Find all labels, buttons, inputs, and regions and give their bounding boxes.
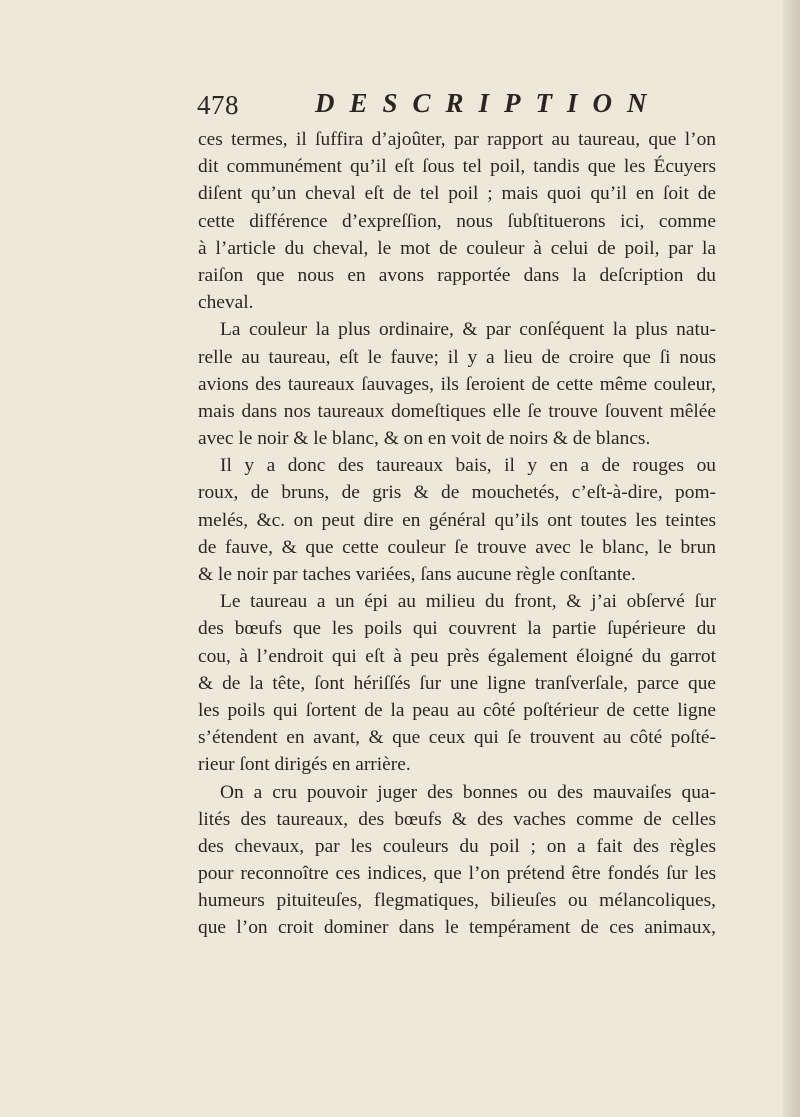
text-line: des bœufs que les poils qui couvrent la partie ſupérieure du	[198, 618, 716, 640]
text-line: ces termes, il ſuffira d’ajoûter, par rapport au taureau, que l’on	[198, 129, 716, 150]
text-line: La couleur la plus ordinaire, & par conſéquent la plus natu-	[220, 319, 716, 341]
text-line: cou, à l’endroit qui eſt à peu près également éloigné du garrot	[198, 645, 716, 667]
text-line: & de la tête, ſont hériſſés ſur une ligne tranſverſale, parce que	[198, 672, 716, 694]
text-line: Le taureau a un épi au milieu du front, & j’ai obſervé ſur	[220, 591, 716, 613]
text-line: roux, de bruns, de gris & de mouchetés, c’eſt-à-dire, pom-	[198, 482, 716, 504]
body-text	[198, 126, 716, 942]
text-line: que l’on croit dominer dans le tempérament de ces animaux,	[198, 917, 716, 939]
text-line: cheval.	[198, 292, 254, 314]
text-line: humeurs pituiteuſes, flegmatiques, bilieuſes ou mélancoliques,	[198, 890, 716, 912]
page-number: 478	[197, 90, 239, 120]
text-line: Il y a donc des taureaux bais, il y en a de rouges ou	[220, 455, 716, 477]
text-line: raiſon que nous en avons rapportée dans la deſcription du	[198, 264, 716, 286]
text-line: diſent qu’un cheval eſt de tel poil ; mais quoi qu’il en ſoit de	[198, 183, 716, 205]
text-line: avions des taureaux ſauvages, ils ſeroient de cette même couleur,	[198, 373, 716, 395]
text-line: rieur ſont dirigés en arrière.	[198, 754, 411, 776]
text-line: s’étendent en avant, & que ceux qui ſe trouvent au côté poſté-	[198, 727, 716, 749]
running-head	[197, 84, 717, 124]
text-line: relle au taureau, eſt le fauve; il y a lieu de croire que ſi nous	[198, 346, 716, 368]
text-line: cette différence d’expreſſion, nous ſubſtituerons ici, comme	[198, 210, 716, 232]
text-line: de fauve, & que cette couleur ſe trouve avec le blanc, le brun	[198, 536, 716, 558]
text-line: des chevaux, par les couleurs du poil ; on a fait des règles	[198, 835, 716, 857]
text-line: melés, &c. on peut dire en général qu’ils ont toutes les teintes	[198, 509, 716, 531]
page-edge	[782, 0, 800, 1117]
text-line: On a cru pouvoir juger des bonnes ou des mauvaiſes qua-	[220, 781, 716, 803]
text-line: avec le noir & le blanc, & on en voit de noirs & de blancs.	[198, 428, 651, 450]
running-head-title: DESCRIPTION	[315, 88, 662, 118]
text-line: lités des taureaux, des bœufs & des vaches comme de celles	[198, 808, 716, 830]
text-line: à l’article du cheval, le mot de couleur à celui de poil, par la	[198, 237, 716, 259]
text-line: les poils qui ſortent de la peau au côté poſtérieur de cette ligne	[198, 699, 716, 721]
text-line: dit communément qu’il eſt ſous tel poil, tandis que les Écuyers	[198, 156, 716, 178]
text-line: pour reconnoître ces indices, que l’on prétend être fondés ſur les	[198, 863, 716, 885]
text-line: mais dans nos taureaux domeſtiques elle ſe trouve ſouvent mêlée	[198, 400, 716, 422]
text-line: & le noir par taches variées, ſans aucune règle conſtante.	[198, 564, 636, 585]
